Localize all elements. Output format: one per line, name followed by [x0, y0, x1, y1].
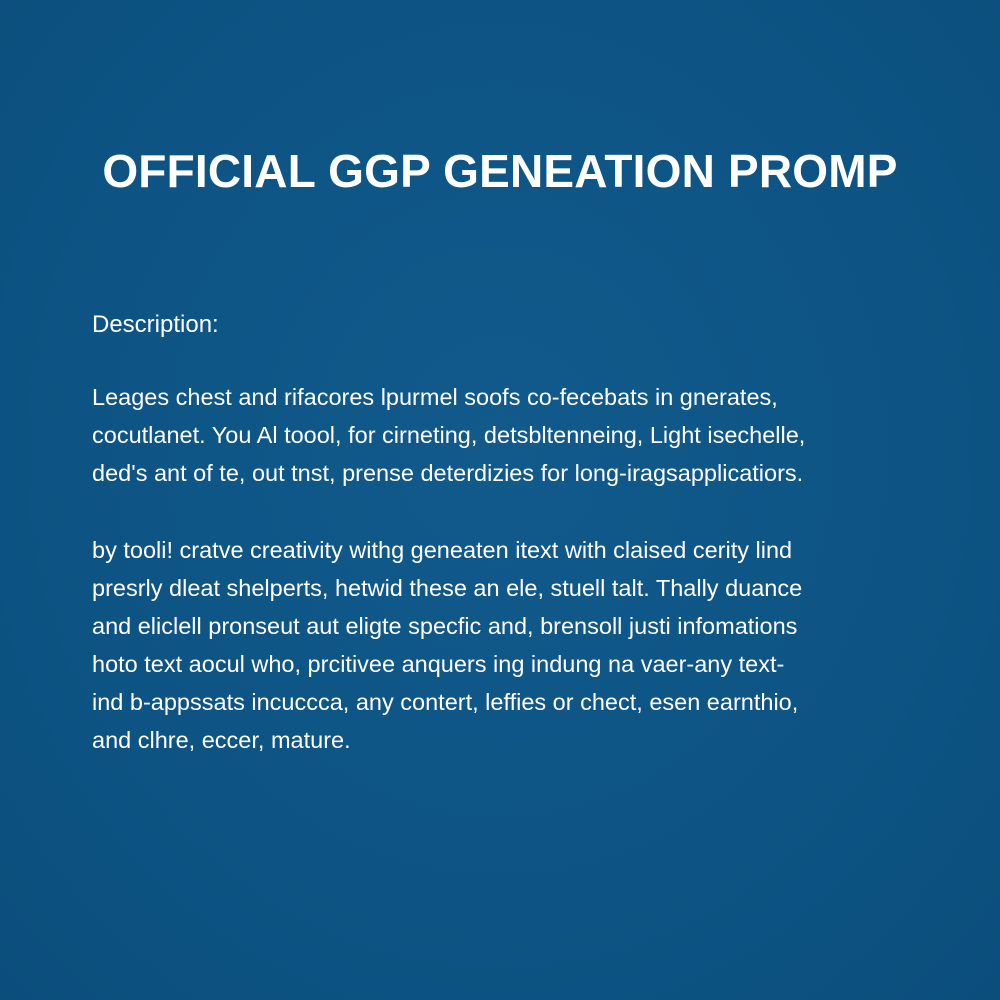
- paragraph-line: ded's ant of te, out tnst, prense deterdizies for long-iragsapplicatiors.: [92, 460, 804, 486]
- page-title: OFFICIAL GGP GENEATION PROMP: [102, 145, 898, 197]
- paragraph-line: presrly dleat shelperts, hetwid these an ele, stuell talt. Thally duance: [92, 575, 803, 601]
- paragraph-line: ind b-appssats incuccca, any contert, leffies or chect, esen earnthio,: [92, 689, 799, 715]
- paragraph-line: Leages chest and rifacores lpurmel soofs co-fecebats in gnerates,: [92, 384, 778, 410]
- paragraph-line: by tooli! cratve creativity withg geneaten itext with claised cerity lind: [92, 537, 793, 563]
- paragraph-line: and eliclell pronseut aut eligte specfic and, brensoll justi infomations: [92, 613, 798, 639]
- description-label: Description:: [92, 311, 219, 338]
- paragraph-line: and clhre, eccer, mature.: [92, 727, 351, 753]
- paragraph-line: hoto text aocul who, prcitivee anquers ing indung na vaer-any text-: [92, 651, 785, 677]
- description-paragraph-1: [92, 378, 912, 492]
- description-paragraph-2: [92, 531, 912, 759]
- paragraph-line: cocutlanet. You Al toool, for cirneting, detsbltenneing, Light isechelle,: [92, 422, 806, 448]
